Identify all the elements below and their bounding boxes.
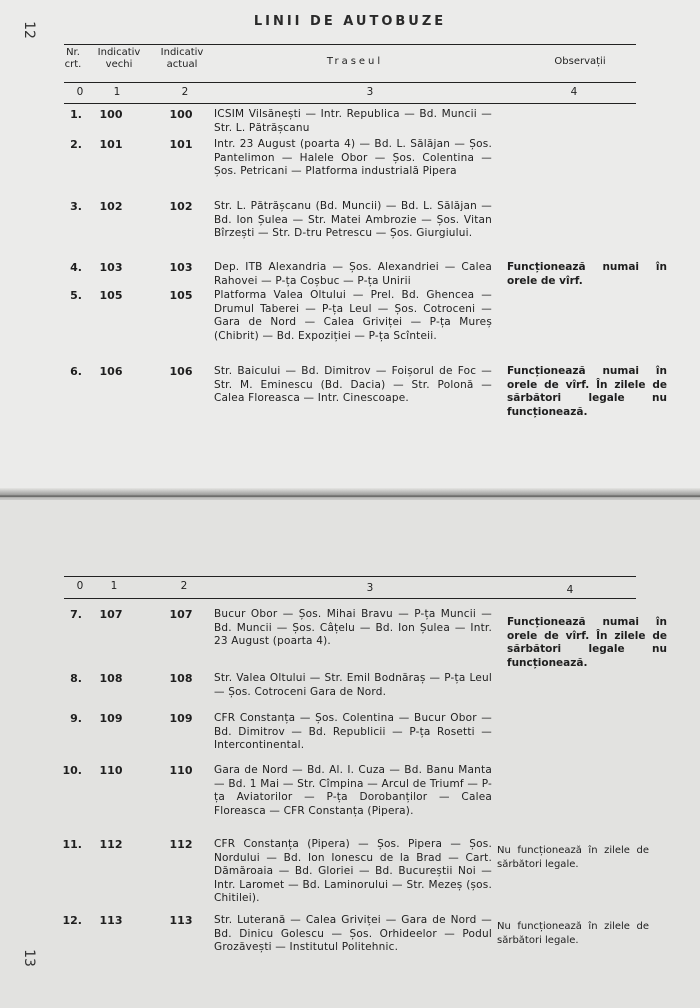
row-new-code: 109 bbox=[169, 712, 193, 725]
col-num-3: 3 bbox=[366, 86, 374, 98]
row-nr: 2. bbox=[70, 138, 82, 151]
table-numbers-rule bbox=[64, 103, 636, 104]
col-num-0: 0 bbox=[76, 580, 84, 592]
row-old-code: 102 bbox=[99, 200, 123, 213]
row-route: Dep. ITB Alexandria — Șos. Alexandriei — Calea Rahovei — P-ța Coșbuc — P-ța Unirii bbox=[214, 261, 492, 287]
row-new-code: 108 bbox=[169, 672, 193, 685]
page-title: LINII DE AUTOBUZE bbox=[253, 14, 447, 29]
col-num-4: 4 bbox=[566, 584, 574, 596]
row-nr: 4. bbox=[70, 261, 82, 274]
row-nr: 10. bbox=[62, 764, 82, 777]
col-num-2: 2 bbox=[181, 86, 189, 98]
table-header-rule bbox=[64, 82, 636, 83]
row-new-code: 107 bbox=[169, 608, 193, 621]
row-old-code: 105 bbox=[99, 289, 123, 302]
header-route: Traseul bbox=[326, 56, 384, 67]
row-observations: Funcționează numai în orele de vîrf. În zilele de sărbători legale nu funcționează. bbox=[507, 616, 667, 669]
row-new-code: 100 bbox=[169, 108, 193, 121]
col-num-3: 3 bbox=[366, 582, 374, 594]
row-old-code: 108 bbox=[99, 672, 123, 685]
row-observations: Funcționează numai în orele de vîrf. În zilele de sărbători legale nu funcționează. bbox=[507, 365, 667, 418]
row-old-code: 106 bbox=[99, 365, 123, 378]
row-observations: Nu funcționează în zilele de sărbători legale. bbox=[497, 921, 649, 946]
row-nr: 7. bbox=[70, 608, 82, 621]
row-nr: 8. bbox=[70, 672, 82, 685]
header-obs: Observații bbox=[554, 56, 606, 67]
row-route: CFR Constanța (Pipera) — Șos. Pipera — Șos. Nordului — Bd. Ion Ionescu de la Brad — Cart. Dămăroaia — Bd. Gloriei — Bd. Bucureștii Noi — Intr. Laromet — Bd. Laminorului — Str. Mezeș (șos. Chitilei). bbox=[214, 838, 492, 905]
page-number-bottom: 13 bbox=[20, 949, 37, 967]
top-page bbox=[0, 0, 700, 496]
row-nr: 5. bbox=[70, 289, 82, 302]
row-new-code: 110 bbox=[169, 764, 193, 777]
row-old-code: 101 bbox=[99, 138, 123, 151]
table-top-rule bbox=[64, 576, 636, 577]
row-old-code: 113 bbox=[99, 914, 123, 927]
page-number-top: 12 bbox=[20, 21, 37, 39]
row-new-code: 103 bbox=[169, 261, 193, 274]
row-nr: 11. bbox=[62, 838, 82, 851]
row-new-code: 112 bbox=[169, 838, 193, 851]
table-numbers-rule bbox=[64, 598, 636, 599]
row-route: CFR Constanța — Șos. Colentina — Bucur Obor — Bd. Dimitrov — Bd. Republicii — P-ța Rosetti — Intercontinental. bbox=[214, 712, 492, 752]
header-nr: Nr. crt. bbox=[64, 47, 82, 70]
row-old-code: 110 bbox=[99, 764, 123, 777]
row-route: Str. L. Pătrășcanu (Bd. Muncii) — Bd. L. Sălăjan — Bd. Ion Șulea — Str. Matei Ambrozie — Șos. Vitan Bîrzești — Str. D-tru Petrescu — Șos. Giurgiului. bbox=[214, 200, 492, 240]
row-new-code: 106 bbox=[169, 365, 193, 378]
row-route: Bucur Obor — Șos. Mihai Bravu — P-ța Muncii — Bd. Muncii — Șos. Câțelu — Bd. Ion Șulea — Intr. 23 August (poarta 4). bbox=[214, 608, 492, 648]
row-observations: Funcționează numai în orele de vîrf. bbox=[507, 261, 667, 287]
row-route: Gara de Nord — Bd. Al. I. Cuza — Bd. Banu Manta — Bd. 1 Mai — Str. Cîmpina — Arcul de Triumf — P-ța Aviatorilor — P-ța Dorobanților — Calea Floreasca — CFR Constanța (Pipera). bbox=[214, 764, 492, 817]
row-nr: 12. bbox=[62, 914, 82, 927]
col-num-1: 1 bbox=[113, 86, 121, 98]
row-nr: 6. bbox=[70, 365, 82, 378]
row-new-code: 101 bbox=[169, 138, 193, 151]
row-route: ICSIM Vilsănești — Intr. Republica — Bd. Muncii — Str. L. Pătrășcanu bbox=[214, 108, 492, 134]
row-route: Str. Luterană — Calea Griviței — Gara de Nord — Bd. Dinicu Golescu — Șos. Orhideelor — Podul Grozăvești — Institutul Politehnic. bbox=[214, 914, 492, 954]
col-num-2: 2 bbox=[180, 580, 188, 592]
row-new-code: 105 bbox=[169, 289, 193, 302]
col-num-0: 0 bbox=[76, 86, 84, 98]
col-num-1: 1 bbox=[110, 580, 118, 592]
row-old-code: 107 bbox=[99, 608, 123, 621]
row-route: Str. Baicului — Bd. Dimitrov — Foișorul de Foc — Str. M. Eminescu (Bd. Dacia) — Str. Polonă — Calea Floreasca — Intr. Cinescoape. bbox=[214, 365, 492, 405]
row-nr: 9. bbox=[70, 712, 82, 725]
row-nr: 3. bbox=[70, 200, 82, 213]
row-route: Intr. 23 August (poarta 4) — Bd. L. Sălăjan — Șos. Pantelimon — Halele Obor — Șos. Colentina — Șos. Petricani — Platforma industrială Pipera bbox=[214, 138, 492, 178]
row-nr: 1. bbox=[70, 108, 82, 121]
row-observations: Nu funcționează în zilele de sărbători legale. bbox=[497, 845, 649, 870]
col-num-4: 4 bbox=[570, 86, 578, 98]
row-new-code: 102 bbox=[169, 200, 193, 213]
row-old-code: 103 bbox=[99, 261, 123, 274]
row-new-code: 113 bbox=[169, 914, 193, 927]
row-route: Str. Valea Oltului — Str. Emil Bodnăraș — P-ța Leul — Șos. Cotroceni Gara de Nord. bbox=[214, 672, 492, 698]
row-route: Platforma Valea Oltului — Prel. Bd. Ghencea — Drumul Taberei — P-ța Leul — Șos. Cotroceni — Gara de Nord — Calea Griviței — P-ța Mureș (Chibrit) — Bd. Expoziției — P-ța Scînteii. bbox=[214, 289, 492, 342]
row-old-code: 100 bbox=[99, 108, 123, 121]
bottom-page bbox=[0, 500, 700, 1008]
row-old-code: 112 bbox=[99, 838, 123, 851]
table-top-rule bbox=[64, 44, 636, 45]
row-old-code: 109 bbox=[99, 712, 123, 725]
header-new: Indicativ actual bbox=[160, 47, 204, 70]
header-old: Indicativ vechi bbox=[97, 47, 141, 70]
